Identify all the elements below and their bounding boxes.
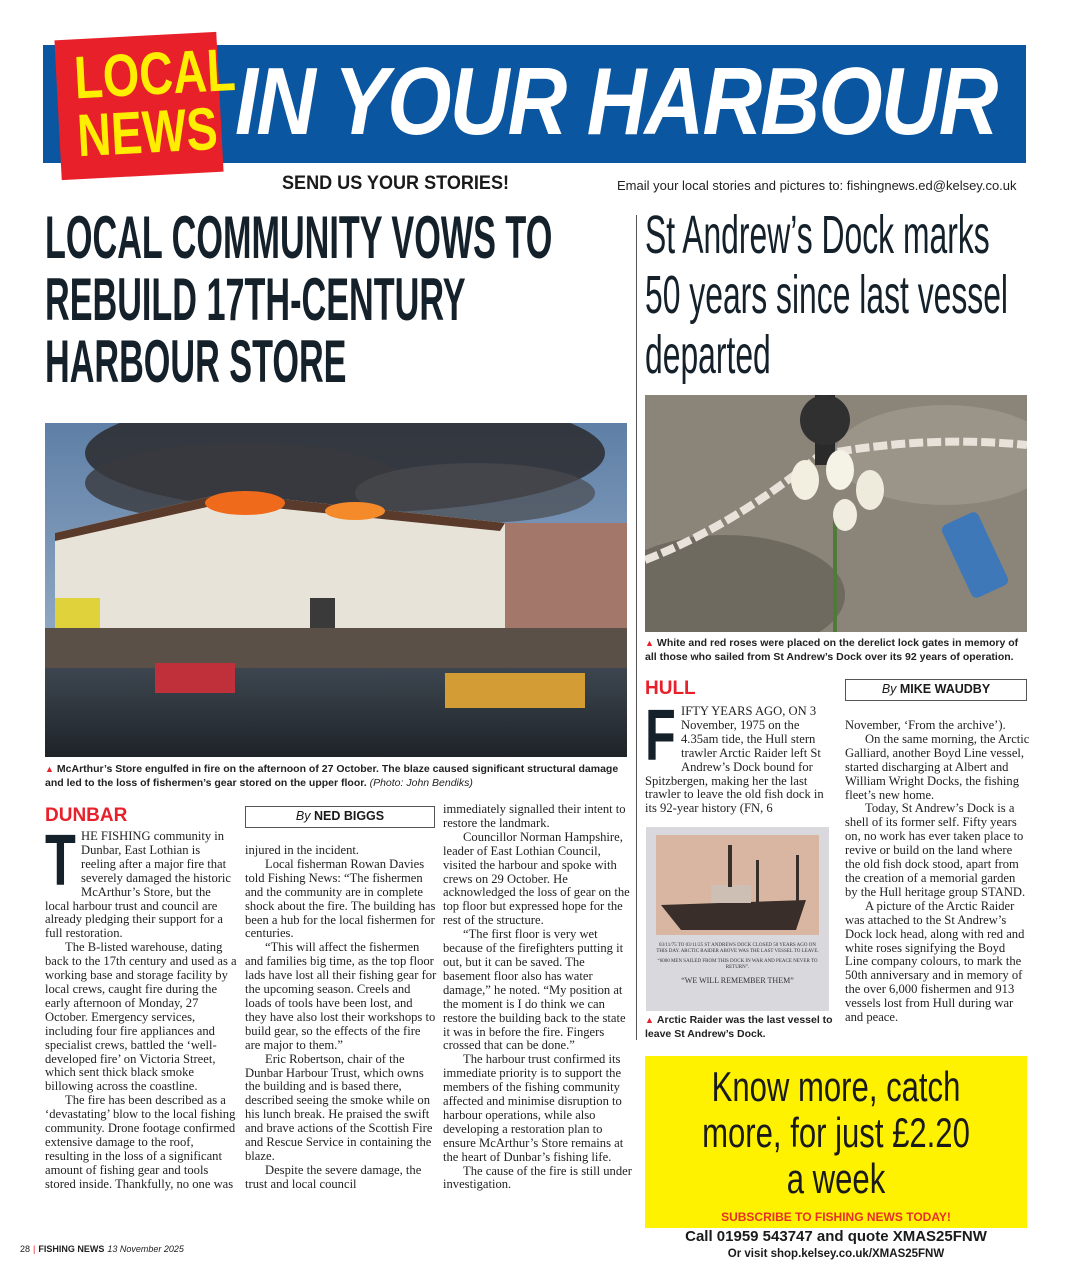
drop-cap: F: [645, 696, 676, 776]
ship-illustration: [656, 835, 819, 935]
photo-credit: (Photo: John Bendiks): [369, 777, 473, 789]
arctic-raider-photo: [646, 827, 829, 1011]
badge-line-2: NEWS: [75, 94, 220, 170]
ad-subscribe: SUBSCRIBE TO FISHING NEWS TODAY!: [721, 1210, 951, 1224]
ad-headline: Know more, catch more, for just £2.20 a week: [702, 1063, 970, 1202]
paragraph: Eric Robertson, chair of the Dunbar Harbour Trust, which owns the building and is based there, described seeing the smoke while on his lunch break. He praised the swift and brave actions of the Scottish Fire and Rescue Service in containing the blaze.: [245, 1051, 433, 1163]
publication-name: FISHING NEWS: [38, 1244, 105, 1254]
ship-photo-caption: [645, 1013, 835, 1041]
left-headline: LOCAL COMMUNITY VOWS TO REBUILD 17TH-CENTURY HARBOUR STORE: [45, 204, 553, 395]
fire-photo-caption: [45, 762, 635, 790]
caption-text: Arctic Raider was the last vessel to leave St Andrew’s Dock.: [645, 1014, 833, 1040]
subscription-advert[interactable]: [645, 1056, 1027, 1260]
caption-arrow-icon: ▲: [45, 764, 54, 774]
left-story-column-1: [45, 821, 237, 1192]
fire-photo: [45, 423, 627, 757]
section-title: IN YOUR HARBOUR: [235, 48, 997, 155]
email-contact: Email your local stories and pictures to: fishingnews.ed@kelsey.co.uk: [617, 178, 1017, 193]
paragraph: A picture of the Arctic Raider was attached to the St Andrew’s Dock lock head, along with red and white roses signifying the Boyd Line company colours, to mark the 50th anniversary and in memory of the over 6,000 fishermen and 913 vessels lost from Hull during war and peace.: [845, 898, 1025, 1025]
section-label-dunbar: DUNBAR: [45, 805, 128, 826]
paragraph: Today, St Andrew’s Dock is a shell of its former self. Fifty years on, no work has ever taken place to revive or build on the land where the old fish dock stood, apart from the creation of a memorial garden by the Hull heritage group STAND.: [845, 801, 1026, 899]
ship-photo-text-2: “6000 MEN SAILED FROM THIS DOCK IN WAR AND PEACE NEVER TO RETURN”.: [657, 959, 818, 970]
ship-photo-text-3: “WE WILL REMEMBER THEM”: [681, 976, 794, 985]
caption-arrow-icon: ▲: [645, 1015, 654, 1025]
paragraph: IFTY YEARS AGO, ON 3 November, 1975 on the 4.35am tide, the Hull stern trawler Arctic Raider left St Andrew’s Dock bound for Spitzbergen, making her the last trawler to leave the old fish dock in its 92-year history (FN, 6: [645, 704, 824, 816]
paragraph: immediately signalled their intent to restore the landmark.: [443, 802, 626, 830]
column-divider: [636, 215, 637, 1040]
paragraph: HE FISHING community in Dunbar, East Lothian is reeling after a major fire that severely damaged the historic McArthur’s Store, but the local harbour trust and council are already pledging their support for a full restoration.: [45, 829, 232, 941]
paragraph: The fire has been described as a ‘devastating’ blow to the local fishing community. Drone footage confirmed extensive damage to the roof, resulting in the loss of a significant amount of fishing gear and tools stored inside. Thankfully, no one was: [45, 1093, 236, 1191]
paragraph: The B-listed warehouse, dating back to the 17th century and used as a working base and storage facility by local crews, caught fire during the early afternoon of Monday, 27 October. Emergency services, including four fire appliances and specialist crews, battled the ‘well-developed fire’ on Victoria Street, which sent thick black smoke billowing across the coastline.: [45, 940, 237, 1094]
right-story-column-2: [845, 719, 1030, 1025]
roses-photo-caption: [645, 636, 1030, 664]
ship-photo-text-1: 03/11/75 TO 03/11/25 ST ANDREWS DOCK CLOSED 50 YEARS AGO ON THIS DAY. ARCTIC RAIDER ABOVE WAS THE LAST VESSEL TO LEAVE.: [656, 943, 819, 954]
page-footer: 28 | FISHING NEWS 13 November 2025: [20, 1244, 184, 1254]
roses-photo: [645, 395, 1027, 632]
byline-mike-waudby: [845, 679, 1027, 701]
paragraph: The harbour trust confirmed its immediate priority is to support the members of the fishing community affected and minimise disruption to harbour operations, while also developing a restoration plan to ensure McArthur’s Store remains at the heart of Dunbar’s fishing life.: [443, 1052, 624, 1164]
section-label-hull: HULL: [645, 678, 696, 699]
ad-link[interactable]: Or visit shop.kelsey.co.uk/XMAS25FNW: [727, 1248, 945, 1260]
paragraph: Despite the severe damage, the trust and local council: [245, 1162, 422, 1191]
issue-date: 13 November 2025: [107, 1244, 184, 1254]
paragraph: On the same morning, the Arctic Galliard, another Boyd Line vessel, started discharging at Albert and William Wright Docks, the fishing fleet’s new home.: [845, 731, 1030, 802]
paragraph: “This will affect the fishermen and families big time, as the top floor lads have lost all their fishing gear for the upcoming season. Creels and loads of tools have been lost, and they have also lost their workshops to build gear, so the effects of the fire are major to them.”: [245, 940, 437, 1052]
byline-by: By: [881, 682, 897, 696]
left-story-column-2: [245, 844, 437, 1192]
drop-cap: T: [45, 821, 76, 901]
caption-text: McArthur’s Store engulfed in fire on the afternoon of 27 October. The blaze caused significant structural damage and led to the loss of fishermen’s gear stored on the upper floor.: [45, 763, 619, 789]
page-number: 28: [20, 1244, 31, 1254]
badge-line-1: LOCAL: [72, 35, 237, 112]
send-stories-heading: SEND US YOUR STORIES!: [282, 173, 510, 194]
byline-author: NED BIGGS: [313, 809, 385, 823]
paragraph: The cause of the fire is still under investigation.: [443, 1163, 632, 1192]
paragraph: Local fisherman Rowan Davies told Fishing News: “The fishermen and the community are in complete shock about the fire. The building has been a hub for the local fishermen for centuries.: [245, 856, 436, 941]
caption-text: White and red roses were placed on the derelict lock gates in memory of all those who sailed from St Andrew’s Dock over its 92 years of operation.: [645, 637, 1019, 663]
right-story-column-1: [645, 696, 833, 816]
ad-phone: Call 01959 543747 and quote XMAS25FNW: [685, 1228, 987, 1245]
byline-ned-biggs: [245, 806, 435, 828]
paragraph: Councillor Norman Hampshire, leader of East Lothian Council, visited the harbour and spoke with crews on 29 October. He acknowledged the loss of gear on the top floor but expressed hope for the rest of the structure.: [443, 829, 630, 928]
caption-arrow-icon: ▲: [645, 638, 654, 648]
paragraph: “The first floor is very wet because of the firefighters putting it out, but it can be saved. The basement floor also has water damage,” he noted. “My position at the moment is I do think we can restore the building back to the state it was in before the fire. Fingers crossed that can be done.”: [443, 927, 626, 1053]
paragraph: injured in the incident.: [245, 843, 360, 857]
byline-by: By: [295, 809, 311, 823]
local-news-badge: [54, 32, 237, 180]
left-story-column-3: [443, 803, 633, 1192]
byline-author: MIKE WAUDBY: [899, 682, 991, 696]
paragraph: November, ‘From the archive’).: [845, 718, 1006, 732]
right-headline: St Andrew’s Dock marks 50 years since last vessel departed: [645, 205, 1009, 385]
